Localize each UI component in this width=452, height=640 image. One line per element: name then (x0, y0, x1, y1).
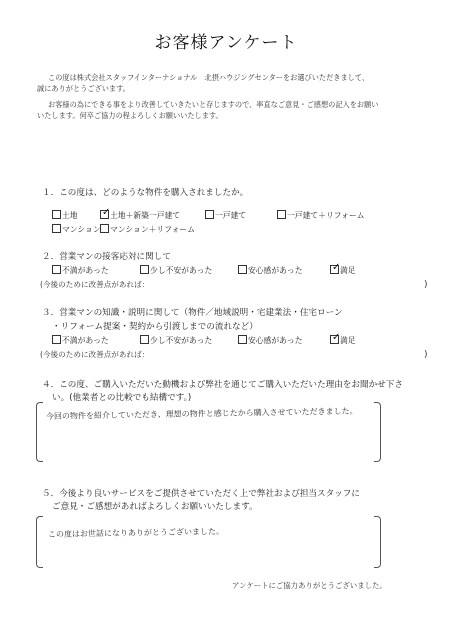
checkbox[interactable] (277, 210, 286, 219)
q1-option-2[interactable]: 一戸建て (205, 210, 246, 221)
q5-answer-bracket-left (36, 516, 43, 568)
q3-option-3[interactable]: ✓ 満足 (332, 332, 356, 345)
checkbox[interactable] (205, 210, 214, 219)
question-4-line-1: ４．この度、ご購入いただいた動機および弊社を通じてご購入いただいた理由をお聞かせ下さ (42, 380, 403, 390)
check-mark-icon: ✓ (102, 207, 111, 218)
intro-line-3: お客様の為にできる事をより改善していきたいと存じますので、率直なご意見・ご感想の記入をお願い (48, 100, 379, 109)
q3-close-paren: ) (424, 350, 428, 360)
q1-option-5[interactable]: マンション＋リフォーム (100, 224, 195, 235)
intro-line-4: いたします。何卒ご協力の程よろしくお願いいたします。 (37, 111, 223, 120)
q1-option-3[interactable]: 一戸建て＋リフォーム (277, 210, 365, 221)
q2-option-1[interactable]: 少し不安があった (140, 265, 212, 276)
q2-improvement-note: (今後のために改善点があれば： (40, 280, 150, 289)
q4-answer-bracket-right (374, 402, 381, 462)
question-3-line-1: ３．営業マンの知識・説明に関して（物件／地域説明・宅建業法・住宅ローン (42, 308, 343, 318)
q3-option-2[interactable]: 安心感があった (238, 335, 303, 346)
intro-line-2: 誠にありがとうございます。 (37, 84, 130, 93)
question-5-line-2: ご意見・ご感想があればよろしくお願いいたします。 (52, 502, 258, 512)
checkbox[interactable] (140, 335, 149, 344)
q3-option-0[interactable]: 不満があった (52, 335, 109, 346)
check-mark-icon: ✓ (332, 332, 341, 343)
question-1: １．この度は、どのような物件を購入されましたか。 (42, 188, 249, 198)
q5-answer-bracket-right (374, 516, 381, 568)
q1-option-1[interactable]: ✓ 土地＋新築一戸建て (102, 207, 181, 220)
page-title: お客様アンケート (154, 33, 298, 53)
checkbox[interactable] (52, 265, 61, 274)
checkbox[interactable] (52, 224, 61, 233)
q2-option-3[interactable]: ✓ 満足 (332, 262, 356, 275)
q2-option-0[interactable]: 不満があった (52, 265, 109, 276)
checkbox[interactable] (52, 335, 61, 344)
q4-answer-text[interactable]: 今回の物件を紹介していただき、理想の物件と感じたから購入させていただきました。 (45, 406, 358, 421)
q2-close-paren: ) (424, 280, 428, 290)
checkbox[interactable] (238, 335, 247, 344)
intro-line-1: この度は株式会社スタッフインターナショナル 北摂ハウジングセンターをお選びいただきまして、 (48, 73, 370, 82)
question-4-line-2: い。(他業者との比較でも結構です。) (52, 393, 192, 403)
q1-option-4[interactable]: マンション (52, 224, 101, 235)
q5-answer-text[interactable]: この度はお世話になりありがとうございました。 (47, 526, 225, 539)
checkbox-checked[interactable] (330, 332, 341, 344)
q4-answer-bracket-left (36, 402, 43, 462)
footer-thanks: アンケートにご協力ありがとうございました。 (232, 581, 387, 590)
q3-option-1[interactable]: 少し不安があった (140, 335, 212, 346)
q2-option-2[interactable]: 安心感があった (238, 265, 303, 276)
question-3-line-2: ・リフォーム提案・契約から引渡しまでの流れなど） (52, 322, 258, 332)
checkbox[interactable] (140, 265, 149, 274)
question-2: ２．営業マンの接客応対に関して (42, 252, 171, 262)
check-mark-icon: ✓ (332, 262, 341, 273)
checkbox[interactable] (52, 210, 61, 219)
question-5-line-1: ５．今後より良いサービスをご提供させていただく上で弊社および担当スタッフに (42, 489, 360, 499)
q3-improvement-note: (今後のために改善点があれば： (40, 350, 150, 359)
checkbox[interactable] (238, 265, 247, 274)
q1-option-0[interactable]: 土地 (52, 210, 78, 221)
checkbox-checked[interactable] (330, 262, 341, 274)
checkbox[interactable] (100, 224, 109, 233)
checkbox-checked[interactable] (100, 207, 111, 219)
